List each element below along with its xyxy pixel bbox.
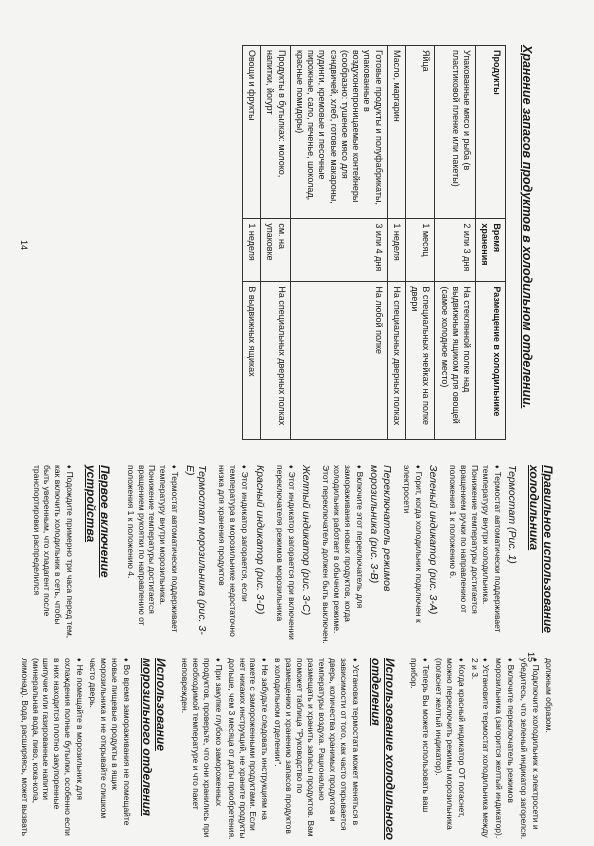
fridge-section-text [179, 658, 360, 840]
first-start-title: Первое включение устройства [84, 465, 112, 578]
section-heading: Термостат (Рис. 1) [506, 465, 519, 564]
table-row [405, 46, 435, 440]
table-cell: В специальных ячейках на полке двери [405, 282, 435, 440]
paragraph: ♦ Подождите примерно три часа перед тем, как включить холодильник в сеть, чтобы быть уверенным, что хладагент после транспортировки распределился [31, 465, 76, 645]
table-cell: На специальных дверных полках [387, 282, 405, 440]
section-heading: Термостат морозильника (рис. 3-E) [183, 465, 209, 635]
table-cell: На любой полке [290, 282, 387, 440]
paragraph: должным образом. [544, 658, 554, 733]
table-row [387, 46, 405, 440]
column-header: Продукты [476, 46, 506, 219]
paragraph: ♦ Установка термостата может меняться в зависимости от того, как часто открывается дверь, количества хранимых продуктов и температуры воздуха. Рационально размещать и хранить запасы продуктов. Вам поможет таблица "Руководство по размещению и хранению запасов продуктов в холодильном отделении". [272, 658, 360, 840]
table-cell: Яйца [405, 46, 435, 219]
table-cell: 1 месяц [405, 219, 435, 282]
section-paragraph: ♦ Термостат автоматически поддерживает температуру внутри морозильника. Понижение температуры достигается вращением рукоятки по направлению от положения 1 к положению 4. [125, 465, 180, 645]
table-cell: 1 неделя [387, 219, 405, 282]
table-cell: Масло, маргарин [387, 46, 405, 219]
table-cell: На специальных дверных полках [261, 282, 291, 440]
paragraph: ♦ Теперь Вы можете использовать ваш прибор. [408, 658, 431, 840]
section-heading: Зеленый индикатор (рис. 3-A) [427, 465, 440, 615]
table-row [435, 46, 476, 440]
page-number: 14 [19, 240, 29, 251]
paragraph: ♦ Подключите холодильник к электросети и убедитесь, что зеленый индикатор загорелся. [518, 658, 541, 840]
freezer-section-title: Использование морозильного отделения [140, 658, 169, 816]
paragraph: ♦ Во время замораживания не помещайте новые пищевые продукты в ящик морозильника и не открывайте слишком часто дверь. [87, 658, 132, 840]
paragraph: ♦ Включите переключатель режимов морозильника (загорится желтый индикатор). [493, 658, 516, 840]
column-header: Размещение в холодильнике [476, 282, 506, 440]
storage-table-section [14, 45, 534, 440]
page-number: 15 [526, 652, 536, 663]
section-paragraph: ♦ Термостат автоматически поддерживает температуру внутри холодильника. Понижение температуры достигается вращением ручки по направлению от положения 1 к положению 6. [447, 465, 502, 645]
table-cell: Продукты в бутылках: молоко, напитки, йогурт [261, 46, 291, 219]
storage-table-title: Хранение запасов продуктов в холодильном отделении. [520, 45, 534, 409]
table-cell: На стеклянной полке над выдвижным ящиком для овощей (самое холодное место) [435, 282, 476, 440]
table-row [261, 46, 291, 440]
table-row [290, 46, 387, 440]
section-heading: Красный индикатор (рис. 3-D) [253, 465, 266, 615]
startup-steps [408, 658, 554, 840]
usage-right-column [14, 652, 554, 840]
paragraph: ♦ При закупке глубоко замороженных продуктов, проверьте, что они хранились при необходимой температуре и что пакет неповрежден. [179, 658, 224, 840]
table-cell: Овощи и фрукты [242, 46, 260, 219]
storage-table [242, 45, 506, 440]
table-header-row [476, 46, 506, 440]
table-cell: Упакованные мясо и рыба (в пластиковой пленке или пакеты) [435, 46, 476, 219]
section-heading: Желтый индикатор (рис. 3-C) [300, 465, 313, 616]
table-cell: Готовые продукты и полуфабрикаты, упакованные в воздухонепроницаемые контейнеры (сообразно: тушеное мясо для сэндвичей, хлеб, готовые макароны, пудинги, кремовые и песочные пирожные, сало, печенье, шоколад, красные помидоры) [290, 46, 387, 219]
paragraph: ♦ Не помещайте в морозильник для охлаждения полные бутылки, особенно если в них находится плотно закупоренные шипучие или газированные напитки (минеральная вода, пиво, кока-кола, лимонад). Вода, расширяясь, может вызвать [19, 658, 85, 840]
paragraph: ♦ Когда красный индикатор ОТ погаснет, можно переключить режимы морозильника (погаснет желтый индикатор). [433, 658, 467, 840]
table-row [242, 46, 260, 440]
section-paragraph: ♦ Этот индикатор загорается при включении переключателя режимов морозильника [274, 465, 297, 645]
table-cell: см. на упаковке [261, 219, 291, 282]
section-paragraph: ♦ Горит, когда холодильник подключен к электросети [401, 465, 424, 645]
control-sections [125, 465, 519, 645]
freezer-section-text [19, 658, 132, 840]
first-start-text [31, 465, 76, 645]
section-paragraph: ♦ Этот индикатор загорается, если температура в морозильнике недостаточно низка для хранения продуктов [216, 465, 250, 645]
paragraph: ♦ Установите термостат холодильника между 2 и 3. [469, 658, 492, 840]
table-cell: 2 или 3 дня [435, 219, 476, 282]
paragraph: ♦ Не забудьте следовать инструкциям на пакете с замороженными продуктами. Если нет никаких инструкций, не храните продукты дольше, чем 3 месяца от даты приобретения. [226, 658, 271, 840]
fridge-section-title: Использование холодильного отделения [369, 658, 398, 840]
proper-use-title: Правильное использование холодильника [527, 465, 555, 633]
fridge-usage-column [14, 465, 554, 645]
section-heading: Переключатель режимов морозильника (рис. 3-B) [368, 465, 393, 592]
table-cell: 3 или 4 дня [290, 219, 387, 282]
section-paragraph: ♦ Включите этот переключатель для замораживания новых продуктов, когда холодильник работает в обычном режиме. Этот переключатель должен быть выключен. [320, 465, 365, 645]
table-cell: В выдвижных ящиках [242, 282, 260, 440]
column-header: Время хранения [476, 219, 506, 282]
table-cell: 1 неделя [242, 219, 260, 282]
storage-table-body [242, 46, 475, 440]
